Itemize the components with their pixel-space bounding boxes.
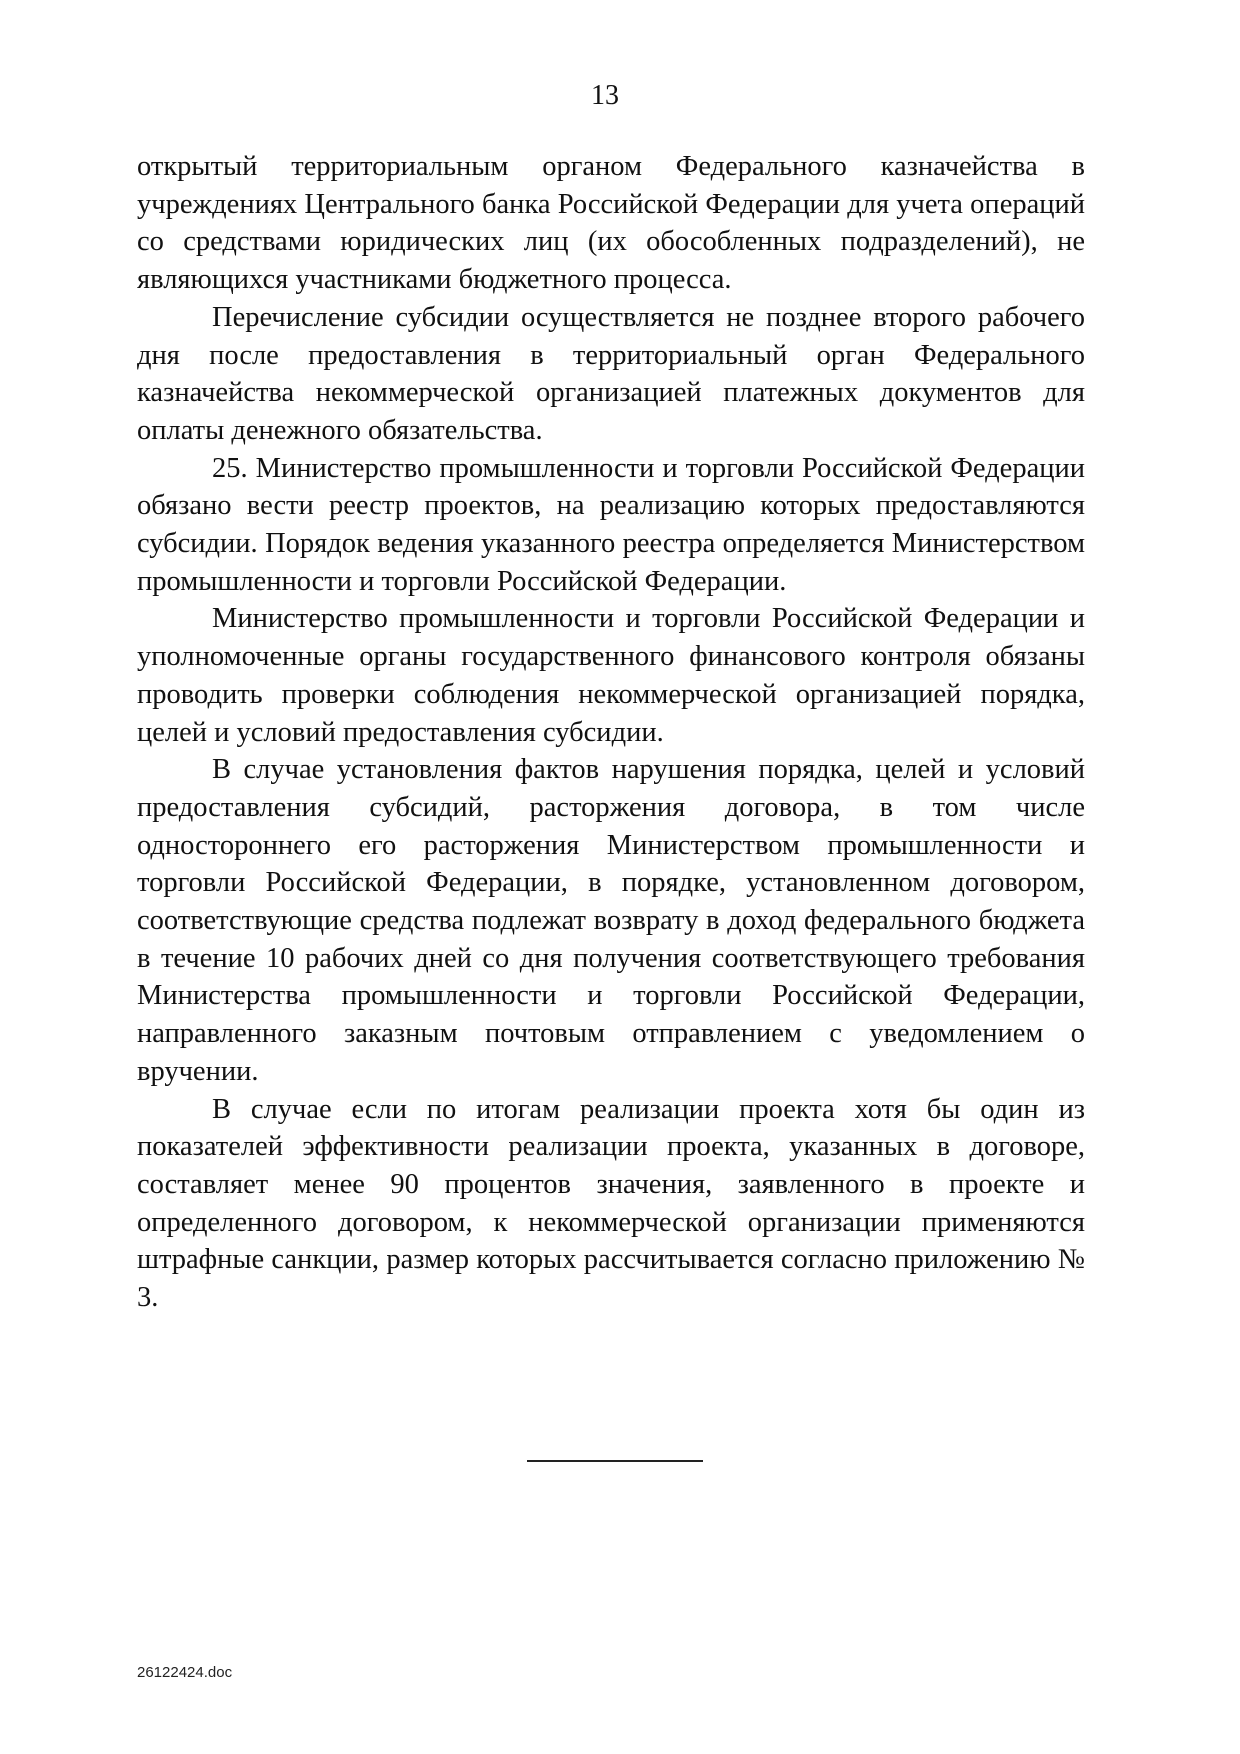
paragraph-transfer-of-subsidy: Перечисление субсидии осуществляется не позднее второго рабочего дня после предоставления в территориальный орган Федерального казначейства некоммерческой организацией платежных документов для оплаты денежного обязательства. <box>137 301 1085 446</box>
page-number: 13 <box>591 80 619 111</box>
paragraph-clause-25: 25. Министерство промышленности и торговли Российской Федерации обязано вести реестр проектов, на реализацию которых предоставляются субсидии. Порядок ведения указанного реестра определяется Министерством промышленности и торговли Российской Федерации. <box>137 452 1085 597</box>
paragraph-inspections: Министерство промышленности и торговли Российской Федерации и уполномоченные органы государственного финансового контроля обязаны проводить проверки соблюдения некоммерческой организацией порядка, целей и условий предоставления субсидии. <box>137 603 1085 748</box>
document-file-code: 26122424.doc <box>137 1664 233 1681</box>
paragraph-penalties: В случае если по итогам реализации проекта хотя бы один из показателей эффективности реализации проекта, указанных в договоре, составляет менее 90 процентов значения, заявленного в проекте и определенного договором, к некоммерческой организации применяются штрафные санкции, размер которых рассчитывается согласно приложению № 3. <box>137 1093 1085 1314</box>
paragraph-continuation: открытый территориальным органом Федерального казначейства в учреждениях Центрального банка Российской Федерации для учета операций со средствами юридических лиц (их обособленных подразделений), не являющихся участниками бюджетного процесса. <box>137 151 1085 296</box>
document-body <box>137 148 1085 1317</box>
end-of-text-rule <box>527 1460 703 1462</box>
paragraph-violations-refund: В случае установления фактов нарушения порядка, целей и условий предоставления субсидий, расторжения договора, в том числе одностороннего его расторжения Министерством промышленности и торговли Российской Федерации, в порядке, установленном договором, соответствующие средства подлежат возврату в доход федерального бюджета в течение 10 рабочих дней со дня получения соответствующего требования Министерства промышленности и торговли Российской Федерации, направленного заказным почтовым отправлением с уведомлением о вручении. <box>137 754 1085 1087</box>
